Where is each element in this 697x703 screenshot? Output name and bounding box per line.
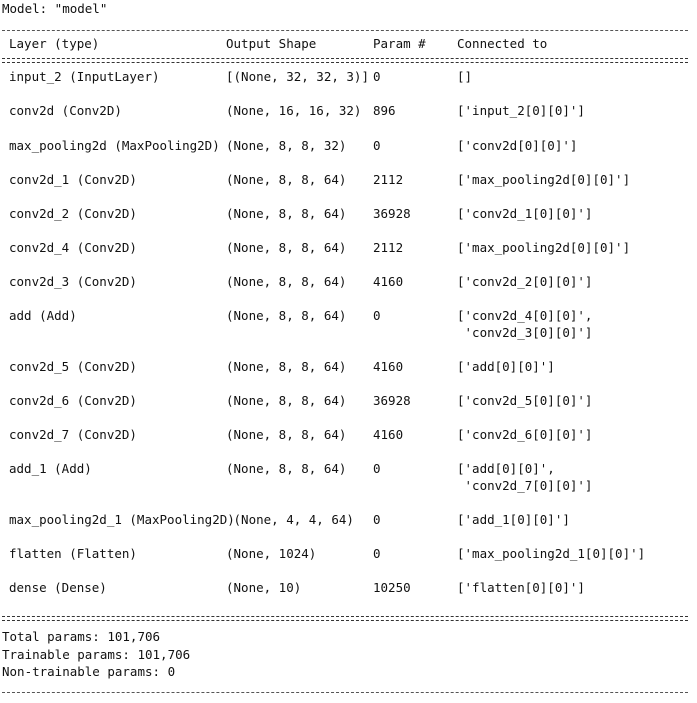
row-layer: conv2d_1 (Conv2D) bbox=[9, 172, 137, 187]
row-connected: ['input_2[0][0]'] bbox=[457, 103, 585, 118]
row-connected: ['add[0][0]', 'conv2d_7[0][0]'] bbox=[457, 461, 593, 493]
row-params: 4160 bbox=[373, 274, 404, 289]
row-connected: ['conv2d_6[0][0]'] bbox=[457, 427, 593, 442]
row-layer: dense (Dense) bbox=[9, 580, 107, 595]
row-layer: conv2d_5 (Conv2D) bbox=[9, 359, 137, 374]
row-params: 36928 bbox=[373, 393, 411, 408]
non-trainable-params: Non-trainable params: 0 bbox=[2, 664, 176, 679]
row-params: 0 bbox=[373, 546, 381, 561]
row-params: 10250 bbox=[373, 580, 411, 595]
row-params: 2112 bbox=[373, 172, 404, 187]
row-params: 0 bbox=[373, 461, 381, 476]
footer-divider bbox=[2, 616, 688, 621]
row-connected: ['max_pooling2d[0][0]'] bbox=[457, 240, 631, 255]
row-connected: ['add[0][0]'] bbox=[457, 359, 555, 374]
row-params: 896 bbox=[373, 103, 396, 118]
total-params: Total params: 101,706 bbox=[2, 629, 161, 644]
row-connected: ['conv2d[0][0]'] bbox=[457, 138, 578, 153]
row-output-shape: (None, 8, 8, 32) bbox=[226, 138, 347, 153]
row-output-shape: (None, 4, 4, 64) bbox=[226, 512, 354, 527]
row-params: 0 bbox=[373, 138, 381, 153]
header-divider bbox=[2, 58, 688, 63]
row-params: 0 bbox=[373, 512, 381, 527]
row-output-shape: (None, 8, 8, 64) bbox=[226, 359, 347, 374]
row-output-shape: (None, 8, 8, 64) bbox=[226, 172, 347, 187]
bottom-divider bbox=[2, 692, 688, 693]
row-output-shape: (None, 8, 8, 64) bbox=[226, 308, 347, 323]
header-output-shape: Output Shape bbox=[226, 36, 317, 51]
header-connected: Connected to bbox=[457, 36, 548, 51]
row-output-shape: (None, 8, 8, 64) bbox=[226, 240, 347, 255]
trainable-params: Trainable params: 101,706 bbox=[2, 647, 191, 662]
row-layer: conv2d_2 (Conv2D) bbox=[9, 206, 137, 221]
row-connected: ['max_pooling2d[0][0]'] bbox=[457, 172, 631, 187]
row-layer: add_1 (Add) bbox=[9, 461, 92, 476]
row-params: 36928 bbox=[373, 206, 411, 221]
header-params: Param # bbox=[373, 36, 426, 51]
row-connected: ['flatten[0][0]'] bbox=[457, 580, 585, 595]
row-output-shape: (None, 8, 8, 64) bbox=[226, 206, 347, 221]
row-connected: ['add_1[0][0]'] bbox=[457, 512, 570, 527]
row-params: 2112 bbox=[373, 240, 404, 255]
row-layer: flatten (Flatten) bbox=[9, 546, 137, 561]
row-layer: add (Add) bbox=[9, 308, 77, 323]
row-params: 0 bbox=[373, 308, 381, 323]
row-connected: ['conv2d_5[0][0]'] bbox=[457, 393, 593, 408]
row-output-shape: (None, 8, 8, 64) bbox=[226, 427, 347, 442]
row-layer: max_pooling2d_1 (MaxPooling2D) bbox=[9, 512, 235, 527]
row-output-shape: (None, 10) bbox=[226, 580, 302, 595]
row-output-shape: (None, 8, 8, 64) bbox=[226, 461, 347, 476]
row-layer: conv2d_4 (Conv2D) bbox=[9, 240, 137, 255]
row-output-shape: (None, 16, 16, 32) bbox=[226, 103, 362, 118]
row-output-shape: (None, 1024) bbox=[226, 546, 317, 561]
row-layer: conv2d_7 (Conv2D) bbox=[9, 427, 137, 442]
model-title: Model: "model" bbox=[2, 1, 108, 16]
row-params: 4160 bbox=[373, 359, 404, 374]
header-layer: Layer (type) bbox=[9, 36, 100, 51]
row-connected: [] bbox=[457, 69, 473, 84]
row-layer: conv2d_6 (Conv2D) bbox=[9, 393, 137, 408]
row-connected: ['max_pooling2d_1[0][0]'] bbox=[457, 546, 646, 561]
top-divider bbox=[2, 30, 688, 31]
row-layer: conv2d (Conv2D) bbox=[9, 103, 122, 118]
row-output-shape: [(None, 32, 32, 3)] bbox=[226, 69, 369, 84]
row-params: 0 bbox=[373, 69, 381, 84]
row-connected: ['conv2d_4[0][0]', 'conv2d_3[0][0]'] bbox=[457, 308, 593, 340]
row-params: 4160 bbox=[373, 427, 404, 442]
row-connected: ['conv2d_2[0][0]'] bbox=[457, 274, 593, 289]
row-output-shape: (None, 8, 8, 64) bbox=[226, 274, 347, 289]
row-layer: max_pooling2d (MaxPooling2D) bbox=[9, 138, 220, 153]
row-output-shape: (None, 8, 8, 64) bbox=[226, 393, 347, 408]
row-layer: conv2d_3 (Conv2D) bbox=[9, 274, 137, 289]
row-layer: input_2 (InputLayer) bbox=[9, 69, 160, 84]
row-connected: ['conv2d_1[0][0]'] bbox=[457, 206, 593, 221]
